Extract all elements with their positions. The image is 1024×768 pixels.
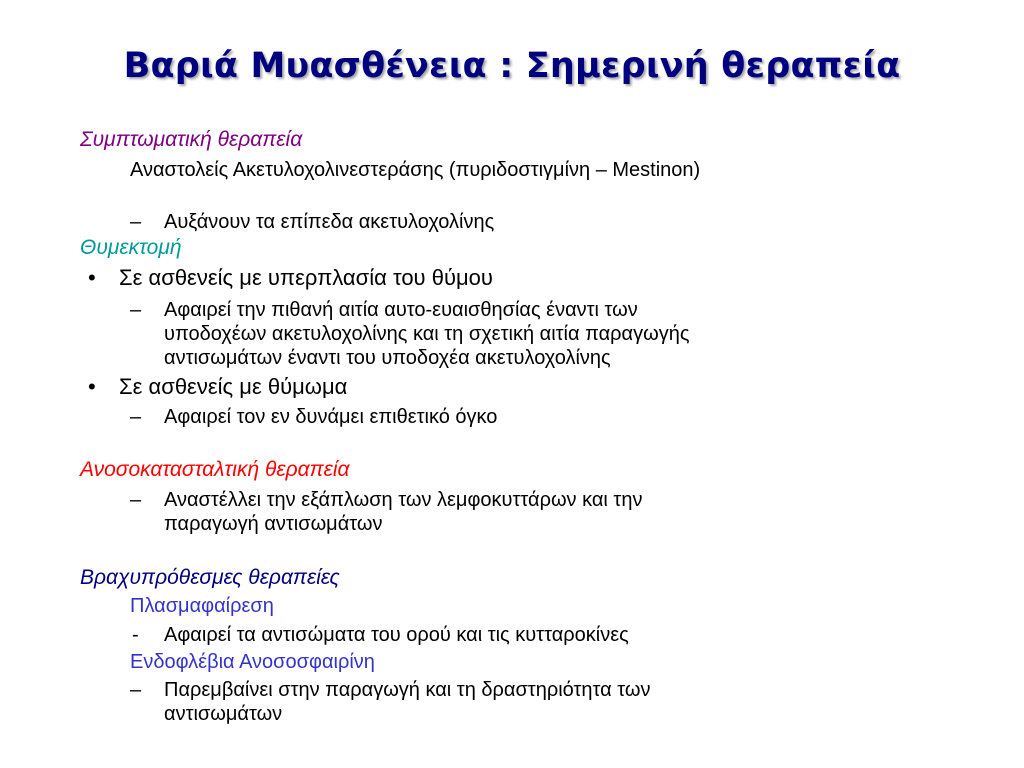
bullet-marker: •	[88, 265, 96, 290]
dash-marker: –	[130, 211, 142, 233]
ivig-label: Ενδοφλέβια Ανοσοσφαιρίνη	[130, 651, 375, 673]
dash-marker: –	[130, 299, 142, 321]
immunosuppressive-point-line: Αναστέλλει την εξάπλωση των λεμφοκυττάρων και την	[164, 489, 643, 511]
short-term-heading: Βραχυπρόθεσμες θεραπείες	[80, 566, 340, 589]
symptomatic-heading: Συμπτωματική θεραπεία	[80, 128, 303, 151]
dash-marker: –	[130, 489, 142, 511]
plasmapheresis-label: Πλασμαφαίρεση	[130, 595, 274, 617]
symptomatic-drug: Αναστολείς Ακετυλοχολινεστεράσης (πυριδοστιγμίνη – Mestinon)	[130, 159, 701, 181]
dash-marker: –	[130, 406, 142, 428]
thymectomy-bullet-hyperplasia: Σε ασθενείς με υπερπλασία του θύμου	[119, 265, 493, 290]
thymectomy-sub1-line: υποδοχέων ακετυλοχολίνης και τη σχετική αιτία παραγωγής	[164, 323, 690, 345]
immunosuppressive-point-line: παραγωγή αντισωμάτων	[164, 513, 383, 535]
slide-title: Βαριά Μυασθένεια : Σημερινή θεραπεία	[123, 46, 901, 86]
dash-marker: –	[130, 679, 142, 701]
thymectomy-sub2: Αφαιρεί τον εν δυνάμει επιθετικό όγκο	[164, 406, 498, 428]
thymectomy-sub1-line: Αφαιρεί την πιθανή αιτία αυτο-ευαισθησίας έναντι των	[164, 299, 638, 321]
bullet-marker: •	[88, 374, 96, 399]
thymectomy-bullet-thymoma: Σε ασθενείς με θύμωμα	[119, 374, 348, 399]
plasmapheresis-point: Αφαιρεί τα αντισώματα του ορού και τις κυτταροκίνες	[164, 624, 629, 646]
thymectomy-heading: Θυμεκτομή	[80, 236, 182, 259]
hyphen-marker: -	[132, 624, 139, 646]
symptomatic-point: Αυξάνουν τα επίπεδα ακετυλοχολίνης	[164, 211, 495, 233]
ivig-point-line: Παρεμβαίνει στην παραγωγή και τη δραστηριότητα των	[164, 679, 651, 701]
ivig-point-line: αντισωμάτων	[164, 703, 283, 725]
immunosuppressive-heading: Ανοσοκατασταλτική θεραπεία	[80, 458, 350, 481]
thymectomy-sub1-line: αντισωμάτων έναντι του υποδοχέα ακετυλοχολίνης	[164, 347, 611, 369]
